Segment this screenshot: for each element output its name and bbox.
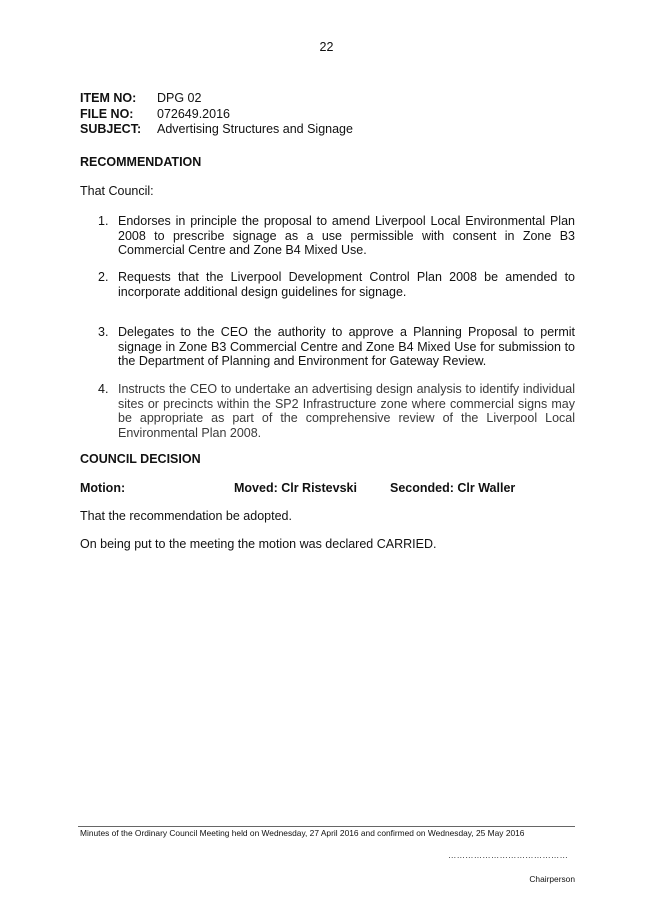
seconded-by: Seconded: Clr Waller bbox=[390, 481, 516, 495]
moved-by: Moved: Clr Ristevski bbox=[234, 481, 357, 495]
list-item bbox=[98, 382, 575, 440]
file-number-row bbox=[80, 107, 353, 123]
recommendation-intro: That Council: bbox=[80, 184, 154, 198]
chairperson-label: Chairperson bbox=[529, 874, 575, 884]
subject-row bbox=[80, 122, 353, 138]
item-metadata bbox=[80, 91, 353, 138]
recommendation-heading: RECOMMENDATION bbox=[80, 155, 202, 169]
list-item bbox=[98, 214, 575, 258]
motion-label: Motion: bbox=[80, 481, 126, 495]
list-item-number: 4. bbox=[98, 382, 109, 396]
council-decision-heading: COUNCIL DECISION bbox=[80, 452, 201, 466]
adoption-statement: That the recommendation be adopted. bbox=[80, 509, 292, 523]
list-item-text: Endorses in principle the proposal to amend Liverpool Local Environmental Plan 2008 to prescribe signage as a use permissible with consent in Zone B3 Commercial Centre and Zone B4 Mixed Use. bbox=[118, 214, 575, 257]
file-number-value: 072649.2016 bbox=[157, 106, 230, 121]
item-number-row bbox=[80, 91, 353, 107]
item-number-label: ITEM NO: bbox=[80, 91, 137, 105]
page-number: 22 bbox=[319, 40, 334, 54]
list-item-text: Requests that the Liverpool Development Control Plan 2008 be amended to incorporate additional design guidelines for signage. bbox=[118, 270, 575, 299]
file-number-label: FILE NO: bbox=[80, 106, 134, 121]
footer-minutes: Minutes of the Ordinary Council Meeting held on Wednesday, 27 April 2016 and confirmed on Wednesday, 25 May 2016 bbox=[80, 828, 525, 838]
list-item-text: Instructs the CEO to undertake an advertising design analysis to identify individual sites or precincts within the SP2 Infrastructure zone where commercial signs may be appropriate as part of the comprehensive review of the Liverpool Local Environmental Plan 2008. bbox=[118, 382, 575, 440]
footer-divider bbox=[78, 826, 575, 827]
list-item-number: 3. bbox=[98, 325, 109, 339]
list-item-text: Delegates to the CEO the authority to approve a Planning Proposal to permit signage in Zone B3 Commercial Centre and Zone B4 Mixed Use for submission to the Department of Planning and Environment for Gateway Review. bbox=[118, 325, 575, 368]
subject-label: SUBJECT: bbox=[80, 122, 142, 136]
signature-line: …………………………………… bbox=[448, 850, 569, 860]
subject-value: Advertising Structures and Signage bbox=[157, 122, 353, 136]
list-item bbox=[98, 325, 575, 369]
motion-row bbox=[80, 481, 560, 497]
motion-outcome: On being put to the meeting the motion was declared CARRIED. bbox=[80, 537, 437, 551]
list-item-number: 2. bbox=[98, 270, 109, 284]
list-item bbox=[98, 270, 575, 299]
list-item-number: 1. bbox=[98, 214, 109, 228]
item-number-value: DPG 02 bbox=[157, 91, 202, 105]
